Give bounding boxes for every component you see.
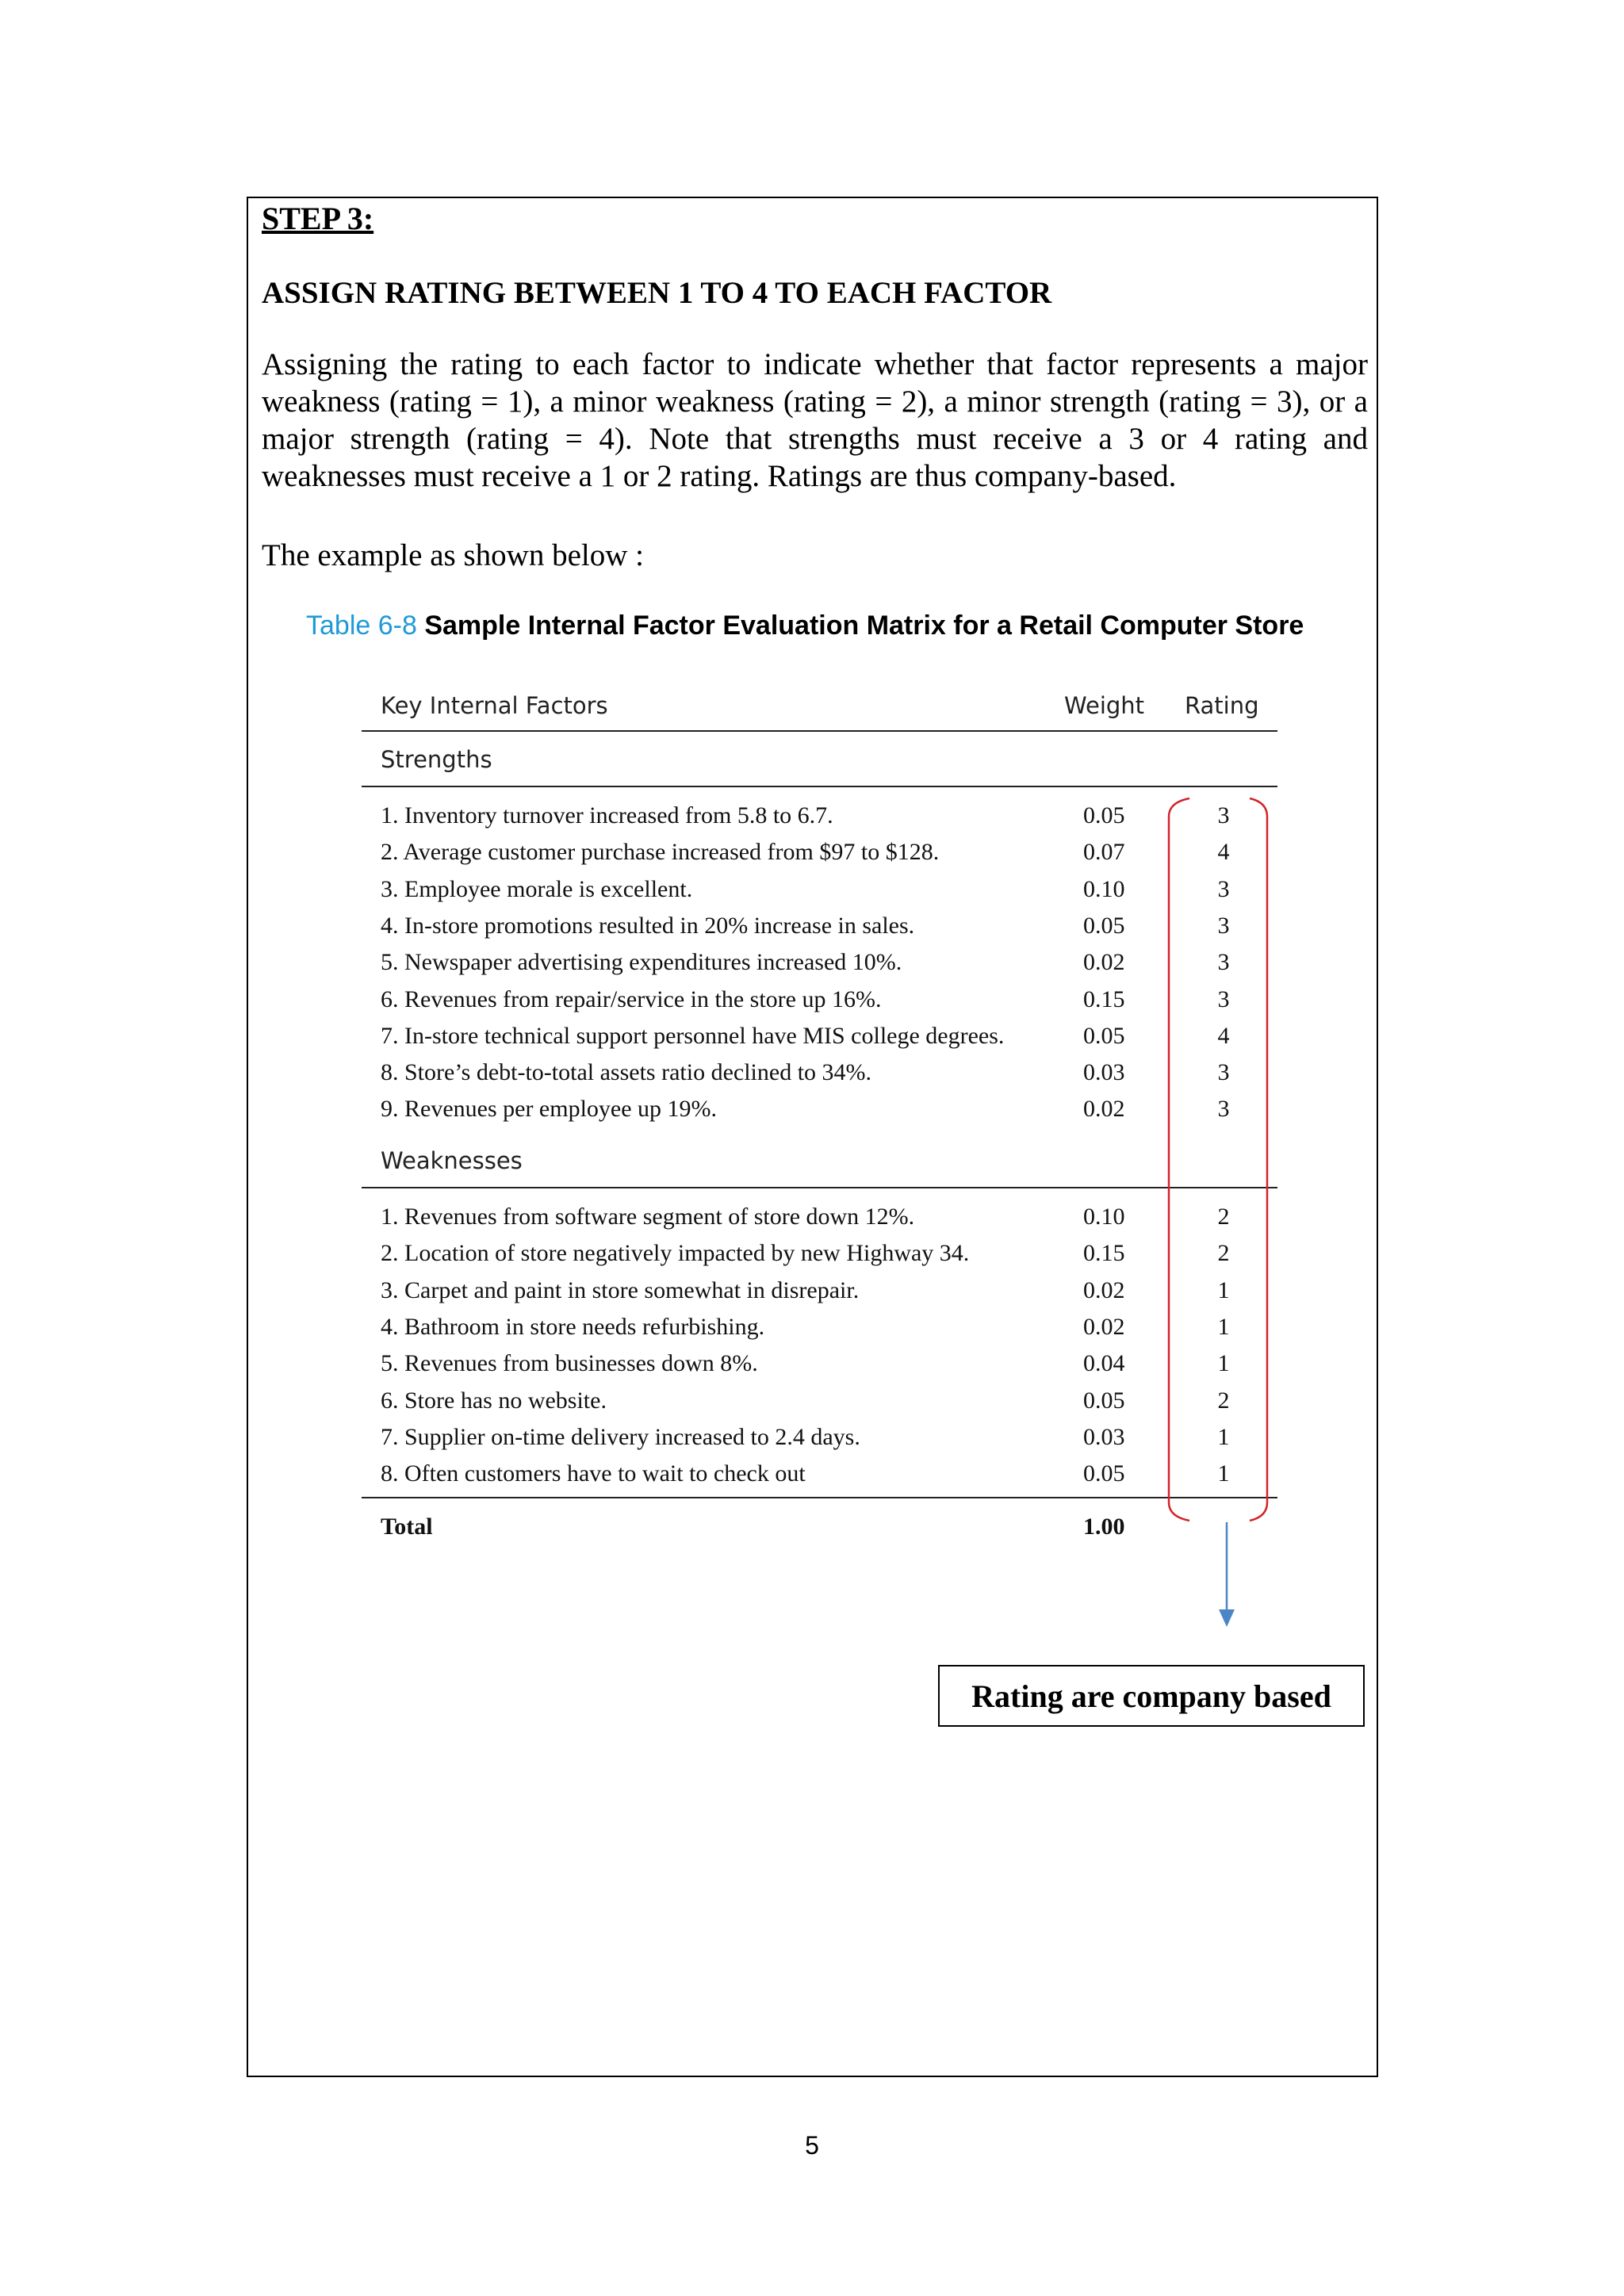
factor-weight: 0.04 <box>1083 1350 1125 1377</box>
factor-rating: 1 <box>1217 1313 1230 1340</box>
header-key-factors: Key Internal Factors <box>381 692 608 719</box>
factor-text: 5. Newspaper advertising expenditures increased 10%. <box>381 949 902 976</box>
factor-weight: 0.15 <box>1083 1240 1125 1267</box>
total-label: Total <box>381 1513 433 1540</box>
factor-text: 2. Average customer purchase increased from $97 to $128. <box>381 839 940 866</box>
factor-weight: 0.07 <box>1083 839 1125 866</box>
header-weight: Weight <box>1064 692 1145 719</box>
factor-rating: 1 <box>1217 1423 1230 1450</box>
factor-text: 4. In-store promotions resulted in 20% increase in sales. <box>381 912 915 939</box>
factor-rating: 1 <box>1217 1276 1230 1303</box>
factor-weight: 0.02 <box>1083 1313 1125 1340</box>
header-rating: Rating <box>1185 692 1259 719</box>
factor-text: 3. Carpet and paint in store somewhat in disrepair. <box>381 1276 860 1303</box>
factor-rating: 2 <box>1217 1240 1230 1267</box>
step-title: STEP 3: <box>262 201 374 236</box>
factor-rating: 3 <box>1217 985 1230 1012</box>
factor-text: 8. Often customers have to wait to check out <box>381 1460 806 1487</box>
factor-weight: 0.10 <box>1083 875 1125 902</box>
factor-weight: 0.02 <box>1083 1276 1125 1303</box>
factor-text: 4. Bathroom in store needs refurbishing. <box>381 1313 765 1340</box>
weaknesses-label: Weaknesses <box>381 1147 523 1174</box>
factor-rating: 4 <box>1217 839 1230 866</box>
factor-weight: 0.15 <box>1083 985 1125 1012</box>
factor-text: 6. Revenues from repair/service in the store up 16%. <box>381 985 882 1012</box>
factor-rating: 3 <box>1217 875 1230 902</box>
factor-text: 1. Revenues from software segment of store down 12%. <box>381 1203 915 1230</box>
rating-bracket-right <box>1250 798 1267 1521</box>
factor-weight: 0.05 <box>1083 1387 1125 1414</box>
factor-rating: 1 <box>1217 1460 1230 1487</box>
factor-weight: 0.05 <box>1083 802 1125 828</box>
callout-box: Rating are company based <box>938 1665 1365 1727</box>
factor-text: 6. Store has no website. <box>381 1387 607 1414</box>
factor-text: 8. Store’s debt-to-total assets ratio declined to 34%. <box>381 1059 872 1086</box>
total-weight: 1.00 <box>1083 1513 1125 1540</box>
table-caption-text: Sample Internal Factor Evaluation Matrix for a Retail Computer Store <box>424 610 1304 641</box>
factor-text: 1. Inventory turnover increased from 5.8 to 6.7. <box>381 802 833 828</box>
factor-rating: 3 <box>1217 802 1230 828</box>
factor-text: 7. Supplier on-time delivery increased to 2.4 days. <box>381 1423 860 1450</box>
instruction-paragraph: Assigning the rating to each factor to indicate whether that factor represents a major weakness (rating = 1), a minor weakness (rating = 2), a minor strength (rating = 3), or a major strength (rating = 4). Note that strengths must receive a 3 or 4 rating and weaknesses must receive a 1 or 2 rating. Ratings are thus company-based. <box>262 347 1368 493</box>
factor-rating: 2 <box>1217 1203 1230 1230</box>
factor-weight: 0.05 <box>1083 912 1125 939</box>
arrow-head-icon <box>1219 1609 1235 1627</box>
factor-text: 2. Location of store negatively impacted by new Highway 34. <box>381 1240 970 1267</box>
factor-text: 3. Employee morale is excellent. <box>381 875 693 902</box>
factor-rating: 1 <box>1217 1350 1230 1377</box>
factor-rating: 2 <box>1217 1387 1230 1414</box>
factor-weight: 0.05 <box>1083 1460 1125 1487</box>
factor-rating: 3 <box>1217 912 1230 939</box>
factor-weight: 0.02 <box>1083 1096 1125 1123</box>
factor-rating: 3 <box>1217 949 1230 976</box>
example-intro: The example as shown below : <box>262 538 644 572</box>
factor-weight: 0.03 <box>1083 1059 1125 1086</box>
factor-rating: 4 <box>1217 1022 1230 1049</box>
factor-weight: 0.10 <box>1083 1203 1125 1230</box>
factor-text: 5. Revenues from businesses down 8%. <box>381 1350 758 1377</box>
factor-text: 7. In-store technical support personnel have MIS college degrees. <box>381 1022 1005 1049</box>
rating-bracket-left <box>1169 798 1189 1521</box>
factor-weight: 0.02 <box>1083 949 1125 976</box>
section-heading: ASSIGN RATING BETWEEN 1 TO 4 TO EACH FACTOR <box>262 276 1052 310</box>
factor-text: 9. Revenues per employee up 19%. <box>381 1096 718 1123</box>
factor-rating: 3 <box>1217 1059 1230 1086</box>
factor-weight: 0.05 <box>1083 1022 1125 1049</box>
factor-weight: 0.03 <box>1083 1423 1125 1450</box>
page-number: 5 <box>805 2131 819 2160</box>
strengths-label: Strengths <box>381 746 492 773</box>
table-caption-number: Table 6-8 <box>306 610 417 641</box>
factor-rating: 3 <box>1217 1096 1230 1123</box>
